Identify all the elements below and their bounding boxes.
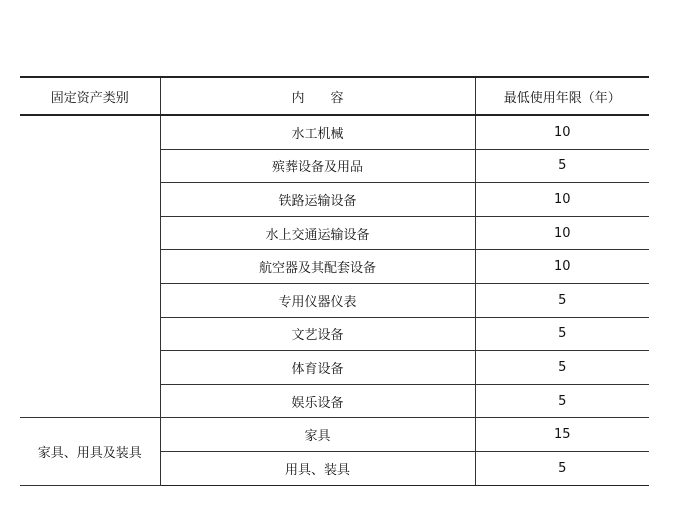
content-cell: 用具、装具 <box>160 451 475 485</box>
years-cell: 5 <box>475 283 649 317</box>
years-cell: 15 <box>475 418 649 452</box>
years-cell: 10 <box>475 250 649 284</box>
content-cell: 体育设备 <box>160 351 475 385</box>
header-category: 固定资产类别 <box>20 77 160 115</box>
depreciation-table-container <box>20 76 649 486</box>
years-cell: 10 <box>475 183 649 217</box>
table-row <box>20 418 649 452</box>
category-cell <box>20 115 160 418</box>
table-row <box>20 115 649 149</box>
years-cell: 10 <box>475 216 649 250</box>
content-cell: 专用仪器仪表 <box>160 283 475 317</box>
fixed-asset-min-life-table <box>20 76 649 486</box>
years-cell: 10 <box>475 115 649 149</box>
years-cell: 5 <box>475 149 649 183</box>
years-cell: 5 <box>475 351 649 385</box>
content-cell: 水工机械 <box>160 115 475 149</box>
content-cell: 殡葬设备及用品 <box>160 149 475 183</box>
table-header-row <box>20 77 649 115</box>
content-cell: 娱乐设备 <box>160 384 475 418</box>
years-cell: 5 <box>475 384 649 418</box>
years-cell: 5 <box>475 451 649 485</box>
content-cell: 家具 <box>160 418 475 452</box>
content-cell: 航空器及其配套设备 <box>160 250 475 284</box>
content-cell: 水上交通运输设备 <box>160 216 475 250</box>
header-content: 内 容 <box>160 77 475 115</box>
category-cell: 家具、用具及装具 <box>20 418 160 485</box>
header-min-years: 最低使用年限（年） <box>475 77 649 115</box>
content-cell: 铁路运输设备 <box>160 183 475 217</box>
years-cell: 5 <box>475 317 649 351</box>
content-cell: 文艺设备 <box>160 317 475 351</box>
